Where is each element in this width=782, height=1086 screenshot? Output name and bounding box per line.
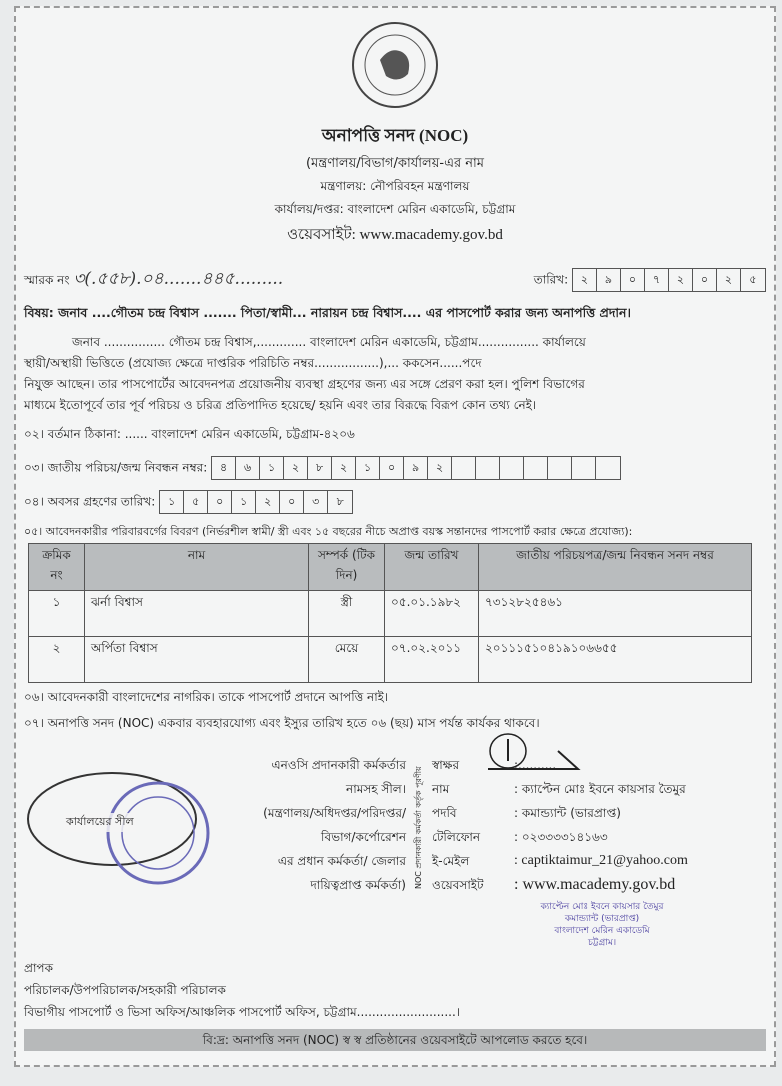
digit-box: ২ [573, 269, 597, 291]
stamp-line: চট্টগ্রাম। [587, 938, 617, 948]
vertical-note: NOC প্রদানকারী কর্মকর্তা কর্তৃক পূরণীয় [414, 766, 423, 890]
table-cell: ২০১১১৫১০৪১৯১০৬৬৫৫ [479, 637, 752, 683]
signatory-description [216, 753, 406, 897]
digit-box: ৬ [236, 457, 260, 479]
signatory-label: পদবি [432, 806, 457, 820]
digit-box: ২ [256, 491, 280, 513]
digit-box: ২ [717, 269, 741, 291]
recipient-line: পরিচালক/উপপরিচালক/সহকারী পরিচালক [24, 983, 226, 997]
table-cell: মেয়ে [309, 637, 385, 683]
digit-box: ২ [284, 457, 308, 479]
ministry-line: মন্ত্রণালয়: নৌপরিবহন মন্ত্রণালয় [320, 179, 470, 193]
stamp-line: কমান্ড্যান্ট (ভারপ্রাপ্ত) [564, 914, 640, 924]
table-cell: ঝর্না বিশ্বাস [85, 591, 309, 637]
recipient-label: প্রাপক [24, 961, 53, 975]
digit-box: ০ [380, 457, 404, 479]
digit-box [548, 457, 572, 479]
reference-value: ৩(.৫৫৮).০৪.......৪৪৫......... [73, 269, 284, 289]
signatory-label: স্বাক্ষর [432, 758, 460, 772]
table-cell: ০৫.০১.১৯৮২ [385, 591, 479, 637]
digit-box: ০ [621, 269, 645, 291]
nid-label: ০৩। জাতীয় পরিচয়/জন্ম নিবন্ধন নম্বর: [24, 460, 208, 475]
digit-box: ৯ [404, 457, 428, 479]
signatory-description-line: দায়িত্বপ্রাপ্ত কর্মকর্তা) [310, 878, 406, 892]
signatory-value: : ক্যাপ্টেন মোঃ ইবনে কায়সার তৈমুর [514, 782, 686, 796]
table-cell: ৭৩১২৮২৫৪৬১ [479, 591, 752, 637]
digit-box: ২ [332, 457, 356, 479]
signatory-value: : কমান্ড্যান্ট (ভারপ্রাপ্ত) [514, 806, 621, 820]
retirement-date-field [24, 490, 766, 514]
digit-box: ১ [232, 491, 256, 513]
present-address: ০২। বর্তমান ঠিকানা: ...... বাংলাদেশ মেরিন একাডেমি, চট্টগ্রাম-৪২০৬ [24, 427, 355, 441]
signatory-label: ই-মেইল [432, 854, 470, 868]
recipient-block [24, 957, 766, 1023]
citizenship-statement: ০৬। আবেদনকারী বাংলাদেশের নাগরিক। তাকে পাসপোর্ট প্রদানে আপত্তি নাই। [24, 690, 389, 704]
body-line: জনাব ................ গৌতম চন্দ্র বিশ্বাস,............. বাংলাদেশ মেরিন একাডেমি, চট্টগ্রাম................ কার্যালয়ে [72, 335, 586, 349]
signatory-value: : www.macademy.gov.bd [514, 876, 676, 893]
table-cell: ১ [29, 591, 85, 637]
digit-box: ১ [160, 491, 184, 513]
document-subtitle: (মন্ত্রণালয়/বিভাগ/কার্যালয়-এর নাম [305, 156, 485, 171]
signatory-details [432, 753, 766, 949]
signatory-value: :.......... [514, 758, 557, 772]
digit-box [572, 457, 596, 479]
body-line: স্থায়ী/অস্থায়ী ভিত্তিতে (প্রযোজ্য ক্ষেত্রে দাপ্তরিক পরিচিতি নম্বর.................),... ককসেন......পদে [24, 356, 482, 370]
signatory-block [24, 753, 766, 949]
digit-box: ০ [280, 491, 304, 513]
stamp-line: বাংলাদেশ মেরিন একাডেমি [554, 926, 650, 936]
website-line: ওয়েবসাইট: www.macademy.gov.bd [287, 227, 503, 243]
table-cell: ০৭.০২.২০১১ [385, 637, 479, 683]
nid-boxes [211, 456, 621, 480]
reference-number [24, 266, 283, 294]
digit-box: ৪ [212, 457, 236, 479]
nid-field [24, 456, 766, 480]
signatory-description-line: এনওসি প্রদানকারী কর্মকর্তার [271, 758, 406, 772]
digit-box: ২ [428, 457, 452, 479]
noc-document [14, 6, 776, 1067]
family-details-label: ০৫। আবেদনকারীর পরিবারবর্গের বিবরণ (নির্ভরশীল স্বামী/ স্ত্রী এবং ১৫ বছরের নীচে অপ্রাপ্ত বয়স্ক সন্তানদের পাসপোর্ট করার ক্ষেত্রে প্রযোজ্য): [24, 525, 633, 538]
digit-box [596, 457, 620, 479]
digit-box: ৩ [304, 491, 328, 513]
col-dob: জন্ম তারিখ [385, 544, 479, 591]
date-field [534, 268, 766, 292]
emblem-wrap [24, 18, 766, 117]
stamp-line: ক্যাপ্টেন মোঃ ইবনে কায়সার তৈমুর [540, 902, 664, 912]
digit-box: ১ [260, 457, 284, 479]
signatory-description-line: বিভাগ/কর্পোরেশন [321, 830, 406, 844]
table-row [29, 637, 752, 683]
digit-box: ৮ [336, 495, 344, 508]
signatory-label: ওয়েবসাইট [432, 878, 484, 892]
col-serial: ক্রমিক নং [29, 544, 85, 591]
family-table [28, 543, 752, 683]
officer-stamp [522, 901, 682, 949]
digit-box: ১ [356, 457, 380, 479]
signatory-value: : ০২৩৩৩৩১৪১৬৩ [514, 830, 608, 844]
note-bar: বি:দ্র: অনাপত্তি সনদ (NOC) স্ব স্ব প্রতিষ্ঠানের ওয়েবসাইটে আপলোড করতে হবে। [24, 1029, 766, 1051]
signatory-label: টেলিফোন [432, 830, 481, 844]
signatory-description-line: (মন্ত্রণালয়/অধিদপ্তর/পরিদপ্তর/ [263, 806, 406, 820]
reference-label: স্মারক নং [24, 273, 70, 287]
reference-row [24, 266, 766, 294]
table-cell: ২ [29, 637, 85, 683]
retirement-boxes [159, 490, 353, 514]
body-line: মাধ্যমে ইতোপূর্বে তার পূর্ব পরিচয় ও চরিত্র প্রতিপাদিত হয়েছে/ হয়নি এবং তার বিরূদ্ধে বিরূপ কোন তথ্য নেই। [24, 398, 537, 412]
table-cell: অর্পিতা বিশ্বাস [85, 637, 309, 683]
body-paragraph [24, 332, 766, 416]
subject-line: বিষয়: জনাব ....গৌতম চন্দ্র বিশ্বাস ....... পিতা/স্বামী... নারায়ন চন্দ্র বিশ্বাস.... এর পাসপোর্ট করার জন্য অনাপত্তি প্রদান। [24, 305, 631, 320]
signatory-value: : captiktaimur_21@yahoo.com [514, 853, 688, 868]
signatory-description-line: এর প্রধান কর্মকর্তা/ জেলার [277, 854, 406, 868]
digit-box [452, 457, 476, 479]
office-seal [24, 753, 210, 893]
date-label: তারিখ: [533, 272, 569, 287]
col-relation: সম্পর্ক (টিক দিন) [309, 544, 385, 591]
date-boxes [572, 268, 766, 292]
table-cell: স্ত্রী [309, 591, 385, 637]
digit-box: ৮ [308, 457, 332, 479]
col-nid: জাতীয় পরিচয়পত্র/জন্ম নিবন্ধন সনদ নম্বর [479, 544, 752, 591]
digit-box: ৯ [597, 269, 621, 291]
digit-box: ৭ [645, 269, 669, 291]
digit-box: ২ [669, 269, 693, 291]
office-line: কার্যালয়/দপ্তর: বাংলাদেশ মেরিন একাডেমি, চট্টগ্রাম [274, 202, 516, 216]
table-header-row [29, 544, 752, 591]
signatory-fields [432, 753, 766, 897]
signatory-description-line: নামসহ সীল। [346, 782, 406, 796]
col-name: নাম [85, 544, 309, 591]
digit-box [524, 457, 548, 479]
body-line: নিযুক্ত আছেন। তার পাসপোর্টের আবেদনপত্র প্রয়োজনীয় ব্যবস্থা গ্রহণের জন্য এর সঙ্গে প্রেরণ করা হল। পুলিশ বিভাগের [24, 377, 585, 391]
digit-box [500, 457, 524, 479]
retirement-label: ০৪। অবসর গ্রহণের তারিখ: [24, 494, 156, 509]
document-title: অনাপত্তি সনদ (NOC) [321, 126, 469, 145]
validity-statement: ০৭। অনাপত্তি সনদ (NOC) একবার ব্যবহারযোগ্য এবং ইস্যুর তারিখ হতে ০৬ (ছয়) মাস পর্যন্ত কার্যকর থাকবে। [24, 716, 540, 730]
digit-box [476, 457, 500, 479]
table-row [29, 591, 752, 637]
digit-box: ৫ [184, 491, 208, 513]
signatory-label: নাম [432, 782, 450, 796]
digit-box: ৫ [749, 273, 757, 286]
recipient-line: বিভাগীয় পাসপোর্ট ও ভিসা অফিস/আঞ্চলিক পাসপোর্ট অফিস, চট্টগ্রাম..........................। [24, 1005, 461, 1019]
digit-box: ০ [693, 269, 717, 291]
seal-label: কার্যালয়ের সীল [64, 813, 136, 832]
digit-box: ০ [208, 491, 232, 513]
government-emblem-icon [350, 18, 440, 113]
